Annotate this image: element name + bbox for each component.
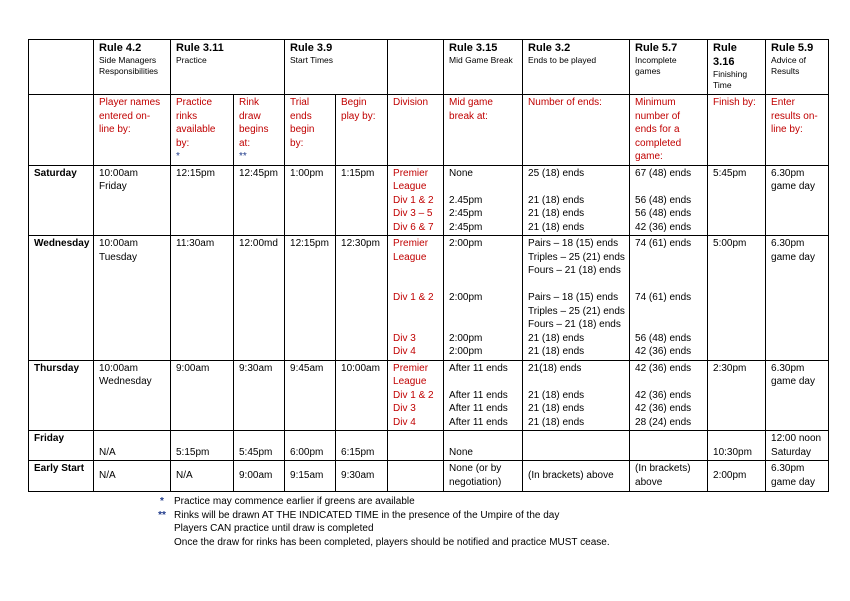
- results-cell: 6.30pm game day: [766, 165, 829, 236]
- division-cell: Premier League Div 1 & 2 Div 3 – 5 Div 6 & 7: [388, 165, 444, 236]
- min-ends-cell: 67 (48) ends 56 (48) ends 56 (48) ends 42 (36) ends: [630, 165, 708, 236]
- draw-cell: 9:00am: [234, 461, 285, 492]
- subheader-blank: [29, 95, 94, 166]
- trial-cell: 6:00pm: [285, 431, 336, 461]
- mid-break-cell: None (or by negotiation): [444, 461, 523, 492]
- rule-5-7-header: Rule 5.7 Incomplete games: [630, 40, 708, 95]
- division-cell: Premier League Div 1 & 2 Div 3 Div 4: [388, 360, 444, 431]
- begin-cell: 12:30pm: [336, 236, 388, 361]
- footnotes: [150, 495, 610, 549]
- ends-cell: Pairs – 18 (15) ends Triples – 25 (21) ends Fours – 21 (18) ends Pairs – 18 (15) ends Triples – 25 (21) ends Fours – 21 (18) ends 21 (18) ends 21 (18) ends: [523, 236, 630, 361]
- finish-cell: 2:00pm: [708, 461, 766, 492]
- footnote-text: Rinks will be drawn AT THE INDICATED TIME in the presence of the Umpire of the day: [174, 509, 560, 521]
- mid-break-cell: None: [444, 431, 523, 461]
- rule-5-9-header: Rule 5.9 Advice of Results: [766, 40, 829, 95]
- ends-cell: 25 (18) ends 21 (18) ends 21 (18) ends 21 (18) ends: [523, 165, 630, 236]
- draw-cell: 5:45pm: [234, 431, 285, 461]
- schedule-table: [28, 39, 829, 492]
- subheader-results: Enter results on-line by:: [766, 95, 829, 166]
- results-cell: 6.30pm game day: [766, 236, 829, 361]
- division-cell: [388, 461, 444, 492]
- friday-row: [29, 431, 829, 461]
- min-ends-cell: (In brackets) above: [630, 461, 708, 492]
- rule-3-16-header: Rule 3.16 Finishing Time: [708, 40, 766, 95]
- trial-cell: 1:00pm: [285, 165, 336, 236]
- day-label: Early Start: [29, 461, 94, 492]
- wednesday-row: [29, 236, 829, 361]
- begin-cell: 6:15pm: [336, 431, 388, 461]
- begin-cell: 9:30am: [336, 461, 388, 492]
- results-cell: 6.30pm game day: [766, 360, 829, 431]
- draw-cell: 9:30am: [234, 360, 285, 431]
- subheader-trial-ends: Trial ends begin by:: [285, 95, 336, 166]
- subheader-finish: Finish by:: [708, 95, 766, 166]
- footnote-text: Practice may commence earlier if greens are available: [174, 496, 415, 507]
- ends-cell: [523, 431, 630, 461]
- trial-cell: 9:15am: [285, 461, 336, 492]
- day-label: Thursday: [29, 360, 94, 431]
- saturday-row: [29, 165, 829, 236]
- trial-cell: 12:15pm: [285, 236, 336, 361]
- rule-3-11-header: Rule 3.11 Practice: [171, 40, 285, 95]
- rule-4-2-header: Rule 4.2 Side Managers Responsibilities: [94, 40, 171, 95]
- draw-cell: 12:45pm: [234, 165, 285, 236]
- ends-cell: (In brackets) above: [523, 461, 630, 492]
- footnote-text: Players CAN practice until draw is completed: [174, 523, 374, 534]
- practice-cell: 11:30am: [171, 236, 234, 361]
- begin-cell: 1:15pm: [336, 165, 388, 236]
- rule-3-2-header: Rule 3.2 Ends to be played: [523, 40, 630, 95]
- mid-break-cell: 2:00pm 2:00pm 2:00pm 2:00pm: [444, 236, 523, 361]
- division-blank-header: [388, 40, 444, 95]
- asterisk-marker: *: [176, 151, 180, 162]
- trial-cell: 9:45am: [285, 360, 336, 431]
- finish-cell: 5:45pm: [708, 165, 766, 236]
- early-start-row: [29, 461, 829, 492]
- names-cell: 10:00am Tuesday: [94, 236, 171, 361]
- asterisk-marker: *: [160, 496, 164, 507]
- footnote-double-asterisk: [150, 509, 610, 550]
- results-cell: 6.30pm game day: [766, 461, 829, 492]
- names-cell: 10:00am Friday: [94, 165, 171, 236]
- rule-3-15-header: Rule 3.15 Mid Game Break: [444, 40, 523, 95]
- subheader-division: Division: [388, 95, 444, 166]
- begin-cell: 10:00am: [336, 360, 388, 431]
- footnote-text: Once the draw for rinks has been completed, players should be notified and practice MUST cease.: [174, 536, 610, 548]
- finish-cell: 5:00pm: [708, 236, 766, 361]
- day-label: Saturday: [29, 165, 94, 236]
- column-subheader-row: [29, 95, 829, 166]
- corner-cell: [29, 40, 94, 95]
- division-cell: [388, 431, 444, 461]
- division-cell: Premier League Div 1 & 2 Div 3 Div 4: [388, 236, 444, 361]
- practice-cell: 9:00am: [171, 360, 234, 431]
- names-cell: N/A: [94, 461, 171, 492]
- finish-cell: 2:30pm: [708, 360, 766, 431]
- min-ends-cell: [630, 431, 708, 461]
- rule-3-9-header: Rule 3.9 Start Times: [285, 40, 388, 95]
- mid-break-cell: After 11 ends After 11 ends After 11 ends After 11 ends: [444, 360, 523, 431]
- subheader-player-names: Player names entered on-line by:: [94, 95, 171, 166]
- names-cell: N/A: [94, 431, 171, 461]
- min-ends-cell: 74 (61) ends 74 (61) ends 56 (48) ends 42 (36) ends: [630, 236, 708, 361]
- subheader-min-ends: Minimum number of ends for a completed game:: [630, 95, 708, 166]
- day-label: Wednesday: [29, 236, 94, 361]
- subheader-practice-rinks: Practice rinks available by: *: [171, 95, 234, 166]
- subheader-begin-play: Begin play by:: [336, 95, 388, 166]
- min-ends-cell: 42 (36) ends 42 (36) ends 42 (36) ends 28 (24) ends: [630, 360, 708, 431]
- mid-break-cell: None 2.45pm 2:45pm 2:45pm: [444, 165, 523, 236]
- practice-cell: 12:15pm: [171, 165, 234, 236]
- subheader-num-ends: Number of ends:: [523, 95, 630, 166]
- results-cell: 12:00 noon Saturday: [766, 431, 829, 461]
- subheader-mid-break: Mid game break at:: [444, 95, 523, 166]
- draw-cell: 12:00md: [234, 236, 285, 361]
- rule-header-row: [29, 40, 829, 95]
- thursday-row: [29, 360, 829, 431]
- subheader-rink-draw: Rink draw begins at: **: [234, 95, 285, 166]
- day-label: Friday: [29, 431, 94, 461]
- practice-cell: 5:15pm: [171, 431, 234, 461]
- double-asterisk-marker: **: [158, 509, 166, 521]
- finish-cell: 10:30pm: [708, 431, 766, 461]
- practice-cell: N/A: [171, 461, 234, 492]
- names-cell: 10:00am Wednesday: [94, 360, 171, 431]
- double-asterisk-marker: **: [239, 151, 247, 162]
- footnote-single-asterisk: [150, 495, 610, 509]
- ends-cell: 21(18) ends 21 (18) ends 21 (18) ends 21 (18) ends: [523, 360, 630, 431]
